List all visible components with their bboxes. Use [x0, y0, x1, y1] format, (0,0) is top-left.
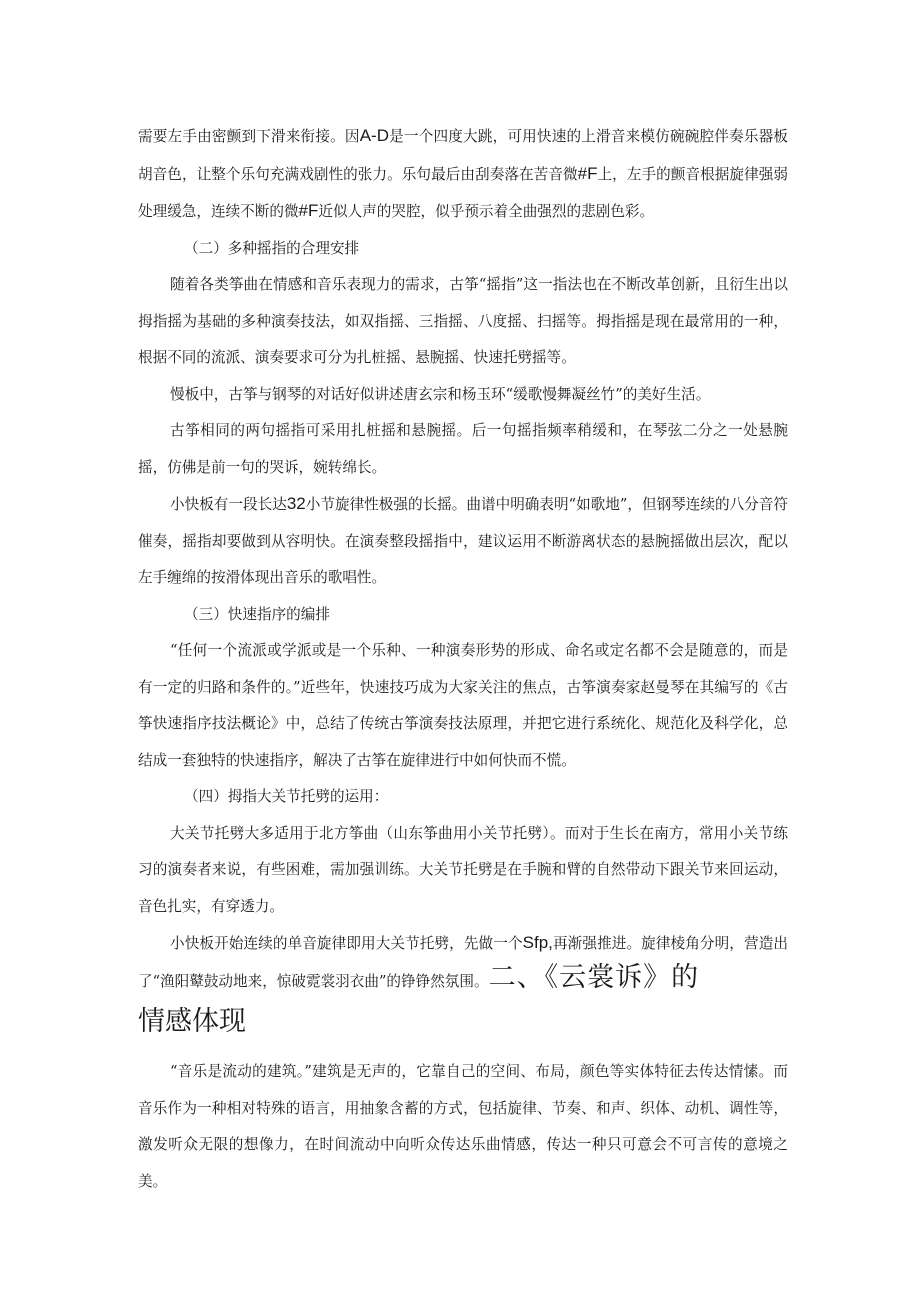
- text-run: 近似人声的哭腔，似乎预示着全曲强烈的悲剧色彩。: [318, 203, 655, 220]
- text-run: 小快板开始连续的单音旋律即用大关节托劈，先做一个: [170, 935, 523, 952]
- dynamic-marking: Sfp,: [522, 933, 553, 952]
- paragraph-5: [138, 486, 788, 597]
- subheading-2: （二）多种摇指的合理安排: [184, 239, 360, 257]
- paragraph-8: [138, 925, 788, 1000]
- paragraph-3: 慢板中，古筝与钢琴的对话好似讲述唐玄宗和杨玉环“缓歌慢舞凝丝竹”的美好生活。: [170, 385, 711, 403]
- text-run: 小节旋律性极强的长摇。曲谱中明确表明“如歌地”，但钢琴连续的八分音符催奏，摇指却要做到从容明快。在演奏整段摇指中，建议运用不断游离状态的悬腕摇做出层次，配以左手缠绵的按滑体现出音乐的歌唱性。: [138, 496, 788, 586]
- paragraph-9: “音乐是流动的建筑。”建筑是无声的，它靠自己的空间、布局，颜色等实体特征去传达情愫。而音乐作为一种相对特殊的语言，用抽象含蓄的方式，包括旋律、节奏、和声、织体、动机、调性等，激发听众无限的想像力，在时间流动中向听众传达乐曲情感，传达一种只可意会不可言传的意境之美。: [138, 1063, 788, 1190]
- text-run: 需要左手由密颤到下滑来衔接。因: [138, 128, 360, 145]
- section-heading-2-continued: 情感体现: [138, 1006, 246, 1037]
- section-heading-2: 二、《云裳诉》的: [488, 961, 700, 993]
- paragraph-2: 随着各类筝曲在情感和音乐表现力的需求，古筝“摇指”这一指法也在不断改革创新，且衍生出以拇指摇为基础的多种演奏技法，如双指摇、三指摇、八度摇、扫摇等。拇指摇是现在最常用的一种，根据不同的流派、演奏要求可分为扎桩摇、悬腕摇、快速托劈摇等。: [138, 276, 788, 366]
- text-run: 上，左手的颤音根据旋律强弱处理缓急，连续不断的微: [138, 165, 788, 220]
- note-name: #F: [298, 201, 319, 220]
- paragraph-6: “任何一个流派或学派或是一个乐种、一种演奏形势的形成、命名或定名都不会是随意的，而是有一定的归路和条件的。”近些年，快速技巧成为大家关注的焦点，古筝演奏家赵曼琴在其编写的《古筝快速指序技法概论》中，总结了传统古筝演奏技法原理，并把它进行系统化、规范化及科学化，总结成一套独特的快速指序，解决了古筝在旋律进行中如何快而不慌。: [138, 642, 788, 769]
- paragraph-7: 大关节托劈大多适用于北方筝曲（山东筝曲用小关节托劈）。而对于生长在南方，常用小关节练习的演奏者来说，有些困难，需加强训练。大关节托劈是在手腕和臂的自然带动下跟关节来回运动，音色扎实，有穿透力。: [138, 824, 788, 915]
- subheading-4: （四）拇指大关节托劈的运用：: [184, 788, 389, 805]
- note-name: #F: [577, 163, 598, 183]
- text-run: 小快板有一段长达: [170, 496, 287, 513]
- document-page: [138, 118, 788, 1200]
- bar-count: 32: [286, 494, 306, 513]
- note-interval: A-D: [359, 126, 389, 145]
- paragraph-1: [138, 118, 788, 231]
- text-run: 是一个四度大跳，可用快速的上滑音来模仿碗碗腔伴奏乐器板胡音色，让整个乐句充满戏剧性的张力。乐句最后由刮奏落在苦音微: [138, 128, 788, 183]
- paragraph-4: 古筝相同的两句摇指可采用扎桩摇和悬腕摇。后一句摇指频率稍缓和，在琴弦二分之一处悬腕摇，仿佛是前一句的哭诉，婉转绵长。: [138, 422, 788, 476]
- subheading-3: （三）快速指序的编排: [184, 605, 330, 623]
- text-run: 再渐强推进。旋律棱角分明，营造出了“渔阳鼙鼓动地来，惊破霓裳羽衣曲”的铮铮然氛围。: [138, 935, 788, 990]
